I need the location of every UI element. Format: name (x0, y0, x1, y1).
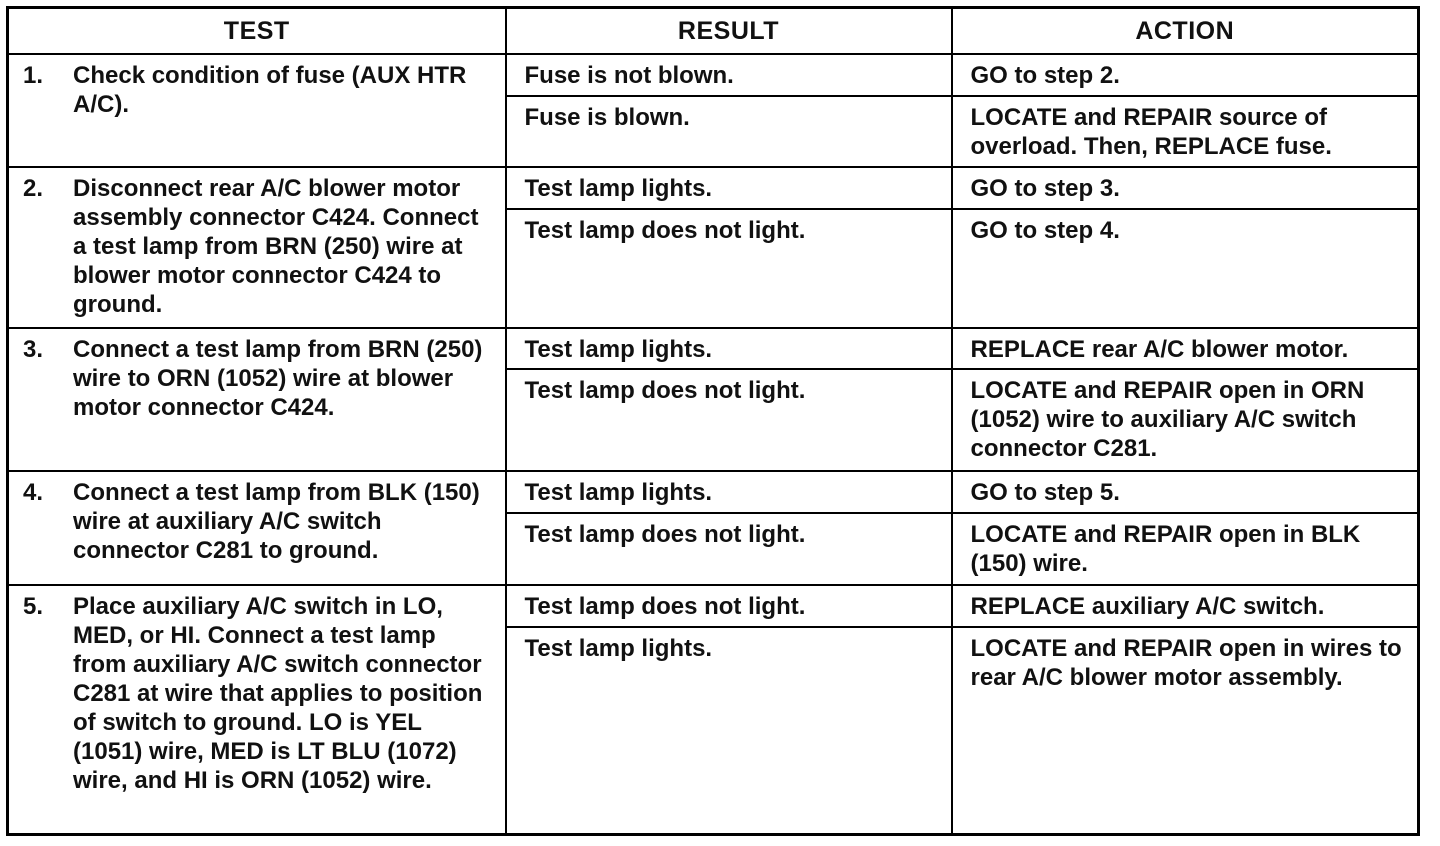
diagnostic-table (6, 6, 1420, 836)
step-number: 5. (23, 593, 44, 621)
step-2-test (8, 167, 506, 328)
step-3-action-1: REPLACE rear A/C blower motor. (952, 328, 1419, 370)
step-number: 4. (23, 479, 44, 507)
header-test: TEST (8, 8, 506, 55)
step-2-row-a (8, 167, 1419, 209)
step-1-row-a (8, 54, 1419, 96)
step-test-text: Place auxiliary A/C switch in LO, MED, or HI. Connect a test lamp from auxiliary A/C switch connector C281 at wire that applies to position of switch to ground. LO is YEL (1051) wire, MED is LT BLU (1072) wire, and HI is ORN (1052) wire. (73, 593, 483, 795)
header-result: RESULT (506, 8, 952, 55)
step-number: 2. (23, 174, 44, 202)
step-test-text: Check condition of fuse (AUX HTR A/C). (73, 62, 467, 118)
step-5-action-1: REPLACE auxiliary A/C switch. (952, 585, 1419, 627)
step-2-action-1: GO to step 3. (952, 167, 1419, 209)
step-4-result-2: Test lamp does not light. (506, 513, 952, 585)
step-3-action-2: LOCATE and REPAIR open in ORN (1052) wire to auxiliary A/C switch connector C281. (952, 369, 1419, 471)
step-2-action-2: GO to step 4. (952, 209, 1419, 328)
step-3-row-a (8, 328, 1419, 370)
step-1-action-1: GO to step 2. (952, 54, 1419, 96)
step-3-result-2: Test lamp does not light. (506, 369, 952, 471)
step-2-result-1: Test lamp lights. (506, 167, 952, 209)
step-2-result-2: Test lamp does not light. (506, 209, 952, 328)
step-5-result-1: Test lamp does not light. (506, 585, 952, 627)
header-row (8, 8, 1419, 55)
step-1-action-2: LOCATE and REPAIR source of overload. Then, REPLACE fuse. (952, 96, 1419, 167)
step-4-test (8, 471, 506, 585)
step-4-action-2: LOCATE and REPAIR open in BLK (150) wire. (952, 513, 1419, 585)
step-4-row-a (8, 471, 1419, 513)
step-5-test (8, 585, 506, 834)
step-1-test (8, 54, 506, 167)
step-5-row-a (8, 585, 1419, 627)
step-test-text: Connect a test lamp from BLK (150) wire at auxiliary A/C switch connector C281 to ground. (73, 479, 480, 565)
step-test-text: Connect a test lamp from BRN (250) wire to ORN (1052) wire at blower motor connector C424. (73, 335, 483, 421)
step-number: 1. (23, 62, 44, 89)
step-1-result-2: Fuse is blown. (506, 96, 952, 167)
header-action: ACTION (952, 8, 1419, 55)
step-5-result-2: Test lamp lights. (506, 627, 952, 835)
step-3-test (8, 328, 506, 471)
step-1-result-1: Fuse is not blown. (506, 54, 952, 96)
step-test-text: Disconnect rear A/C blower motor assembly connector C424. Connect a test lamp from BRN (250) wire at blower motor connector C424 to ground. (73, 174, 479, 318)
step-4-action-1: GO to step 5. (952, 471, 1419, 513)
step-4-result-1: Test lamp lights. (506, 471, 952, 513)
step-3-result-1: Test lamp lights. (506, 328, 952, 370)
step-number: 3. (23, 335, 44, 363)
step-5-action-2: LOCATE and REPAIR open in wires to rear A/C blower motor assembly. (952, 627, 1419, 835)
